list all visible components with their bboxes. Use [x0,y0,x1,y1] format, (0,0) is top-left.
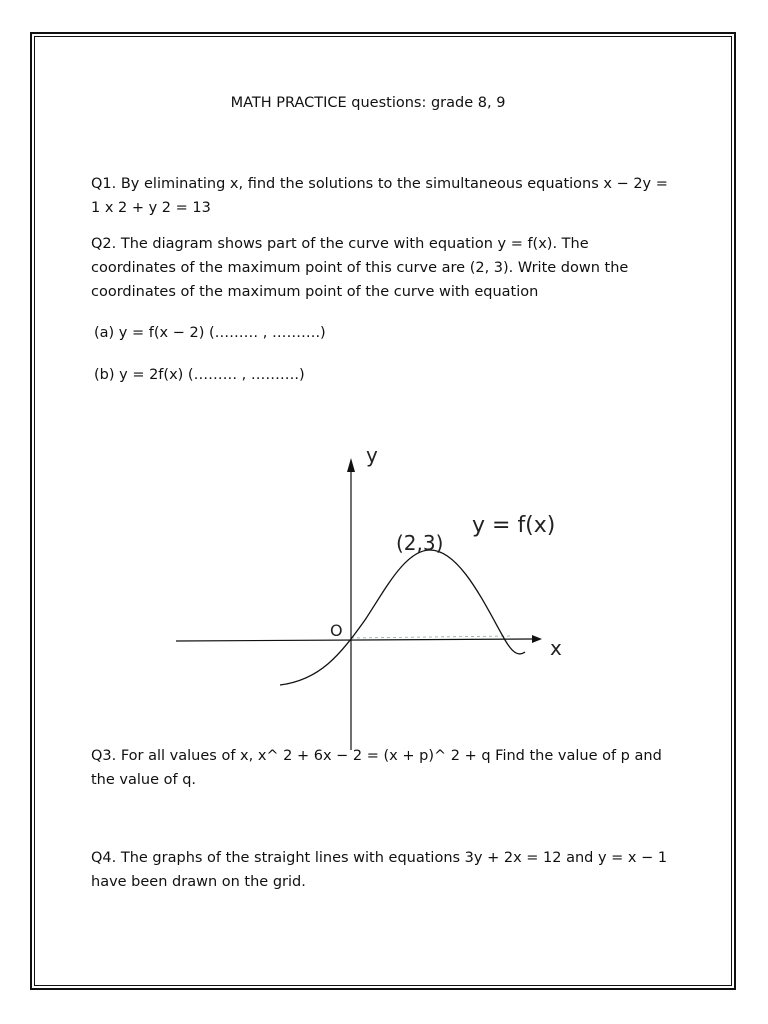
y-axis-label: y [366,443,378,467]
x-axis-arrow [532,635,542,643]
curve-f-of-x [280,550,525,685]
question-1: Q1. By eliminating x, find the solutions to the simultaneous equations x − 2y = 1 x 2 + y 2 = 13 [91,176,668,216]
question-2: Q2. The diagram shows part of the curve with equation y = f(x). The coordinates of the maximum point of this curve are (2, 3). Write down the coordinates of the maximum point of the curve with equation [91,236,629,300]
x-axis-label: x [550,636,562,660]
origin-label: O [330,621,343,640]
max-point-label: (2,3) [396,531,444,555]
x-axis [176,639,532,641]
question-2a: (a) y = f(x − 2) (……… , ……….) [94,325,326,341]
dashed-guide-line [351,636,510,638]
question-4: Q4. The graphs of the straight lines with equations 3y + 2x = 12 and y = x − 1 have been drawn on the grid. [91,850,668,890]
curve-equation-label: y = f(x) [472,513,556,538]
curve-diagram [170,440,600,770]
y-axis-arrow [347,458,355,472]
question-2b: (b) y = 2f(x) (……… , ……….) [94,367,305,383]
question-3: Q3. For all values of x, x^ 2 + 6x − 2 = (x + p)^ 2 + q Find the value of p and the value of q. [91,748,662,788]
worksheet-title: MATH PRACTICE questions: grade 8, 9 [230,95,506,111]
